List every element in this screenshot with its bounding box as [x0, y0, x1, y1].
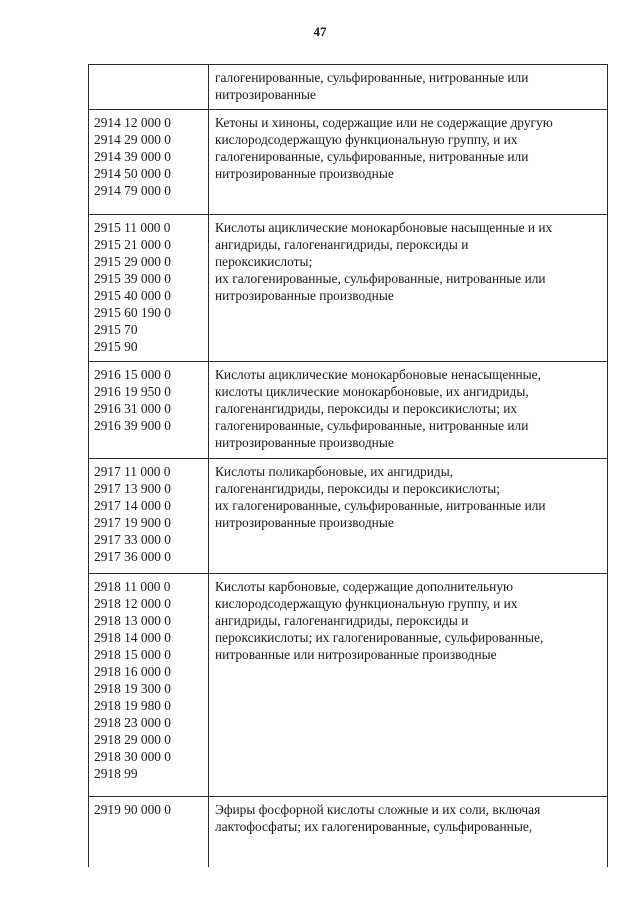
- hs-code: 2915 39 000 0: [94, 271, 171, 286]
- description-line: их галогенированные, сульфированные, нитрованные или: [215, 498, 546, 513]
- description-line: галогенированные, сульфированные, нитрованные или: [215, 70, 529, 85]
- description-line: Кислоты поликарбоновые, их ангидриды,: [215, 464, 454, 479]
- description-line: галогенированные, сульфированные, нитрованные или: [215, 418, 529, 433]
- hs-code: 2918 29 000 0: [94, 732, 171, 747]
- hs-code: 2915 29 000 0: [94, 254, 171, 269]
- hs-code: 2917 13 900 0: [94, 481, 171, 496]
- description-cell: [209, 797, 608, 868]
- description-line: кислоты циклические монокарбоновые, их ангидриды,: [215, 384, 529, 399]
- hs-code: 2919 90 000 0: [94, 802, 171, 817]
- description-line: ангидриды, галогенангидриды, пероксиды и: [215, 237, 469, 252]
- hs-code: 2915 11 000 0: [94, 220, 171, 235]
- description-line: Кетоны и хиноны, содержащие или не содержащие другую: [215, 115, 553, 130]
- code-cell: [89, 797, 209, 868]
- description-line: пероксикислоты; их галогенированные, сульфированные,: [215, 630, 544, 645]
- table-row: [89, 110, 608, 215]
- description-line: Кислоты карбоновые, содержащие дополнительную: [215, 579, 514, 594]
- description-line: галогенангидриды, пероксиды и пероксикислоты;: [215, 481, 500, 496]
- code-cell: [89, 362, 209, 459]
- description-line: кислородсодержащую функциональную группу, и их: [215, 132, 518, 147]
- hs-code: 2915 90: [94, 339, 138, 354]
- description-line: нитрозированные: [215, 87, 316, 102]
- table-row: [89, 362, 608, 459]
- hs-code: 2918 19 980 0: [94, 698, 171, 713]
- description-cell: [209, 574, 608, 797]
- description-line: лактофосфаты; их галогенированные, сульфированные,: [215, 819, 533, 834]
- hs-code: 2918 19 300 0: [94, 681, 171, 696]
- hs-code: 2914 12 000 0: [94, 115, 171, 130]
- hs-code: 2918 13 000 0: [94, 613, 171, 628]
- table-row: [89, 797, 608, 868]
- hs-code: 2916 15 000 0: [94, 367, 171, 382]
- hs-code: 2917 11 000 0: [94, 464, 171, 479]
- page-number: 47: [313, 24, 327, 39]
- description-line: нитрозированные производные: [215, 435, 394, 450]
- code-cell: [89, 110, 209, 215]
- description-cell: [209, 459, 608, 574]
- hs-code: 2914 29 000 0: [94, 132, 171, 147]
- description-line: нитрозированные производные: [215, 288, 394, 303]
- description-line: Эфиры фосфорной кислоты сложные и их соли, включая: [215, 802, 541, 817]
- description-line: их галогенированные, сульфированные, нитрованные или: [215, 271, 546, 286]
- hs-code: 2918 99: [94, 766, 138, 781]
- description-line: нитрованные или нитрозированные производные: [215, 647, 497, 662]
- hs-code: 2914 39 000 0: [94, 149, 171, 164]
- hs-code: 2915 70: [94, 322, 138, 337]
- hs-code: 2917 19 900 0: [94, 515, 171, 530]
- description-line: Кислоты ациклические монокарбоновые насыщенные и их: [215, 220, 553, 235]
- code-cell: [89, 574, 209, 797]
- description-line: нитрозированные производные: [215, 515, 394, 530]
- hs-code: 2918 23 000 0: [94, 715, 171, 730]
- hs-code: 2918 16 000 0: [94, 664, 171, 679]
- hs-code: 2918 30 000 0: [94, 749, 171, 764]
- code-cell: [89, 65, 209, 110]
- description-line: галогенированные, сульфированные, нитрованные или: [215, 149, 529, 164]
- hs-code: 2914 50 000 0: [94, 166, 171, 181]
- description-cell: [209, 65, 608, 110]
- hs-code: 2915 60 190 0: [94, 305, 171, 320]
- hs-code: 2916 19 950 0: [94, 384, 171, 399]
- description-cell: [209, 110, 608, 215]
- description-line: Кислоты ациклические монокарбоновые ненасыщенные,: [215, 367, 541, 382]
- hs-code: 2918 11 000 0: [94, 579, 171, 594]
- table-row: [89, 459, 608, 574]
- description-line: кислородсодержащую функциональную группу, и их: [215, 596, 518, 611]
- hs-code: 2916 31 000 0: [94, 401, 171, 416]
- table-row: [89, 574, 608, 797]
- hs-code: 2917 33 000 0: [94, 532, 171, 547]
- description-cell: [209, 215, 608, 362]
- hs-code: 2915 40 000 0: [94, 288, 171, 303]
- code-cell: [89, 215, 209, 362]
- tariff-code-table: [88, 64, 608, 867]
- hs-code: 2917 36 000 0: [94, 549, 171, 564]
- description-line: пероксикислоты;: [215, 254, 313, 269]
- table-row: [89, 65, 608, 110]
- description-line: галогенангидриды, пероксиды и пероксикислоты; их: [215, 401, 518, 416]
- hs-code: 2916 39 900 0: [94, 418, 171, 433]
- hs-code: 2917 14 000 0: [94, 498, 171, 513]
- table-row: [89, 215, 608, 362]
- hs-code: 2918 15 000 0: [94, 647, 171, 662]
- code-cell: [89, 459, 209, 574]
- description-line: ангидриды, галогенангидриды, пероксиды и: [215, 613, 469, 628]
- hs-code: 2918 12 000 0: [94, 596, 171, 611]
- hs-code: 2918 14 000 0: [94, 630, 171, 645]
- hs-code: 2914 79 000 0: [94, 183, 171, 198]
- description-line: нитрозированные производные: [215, 166, 394, 181]
- hs-code: 2915 21 000 0: [94, 237, 171, 252]
- description-cell: [209, 362, 608, 459]
